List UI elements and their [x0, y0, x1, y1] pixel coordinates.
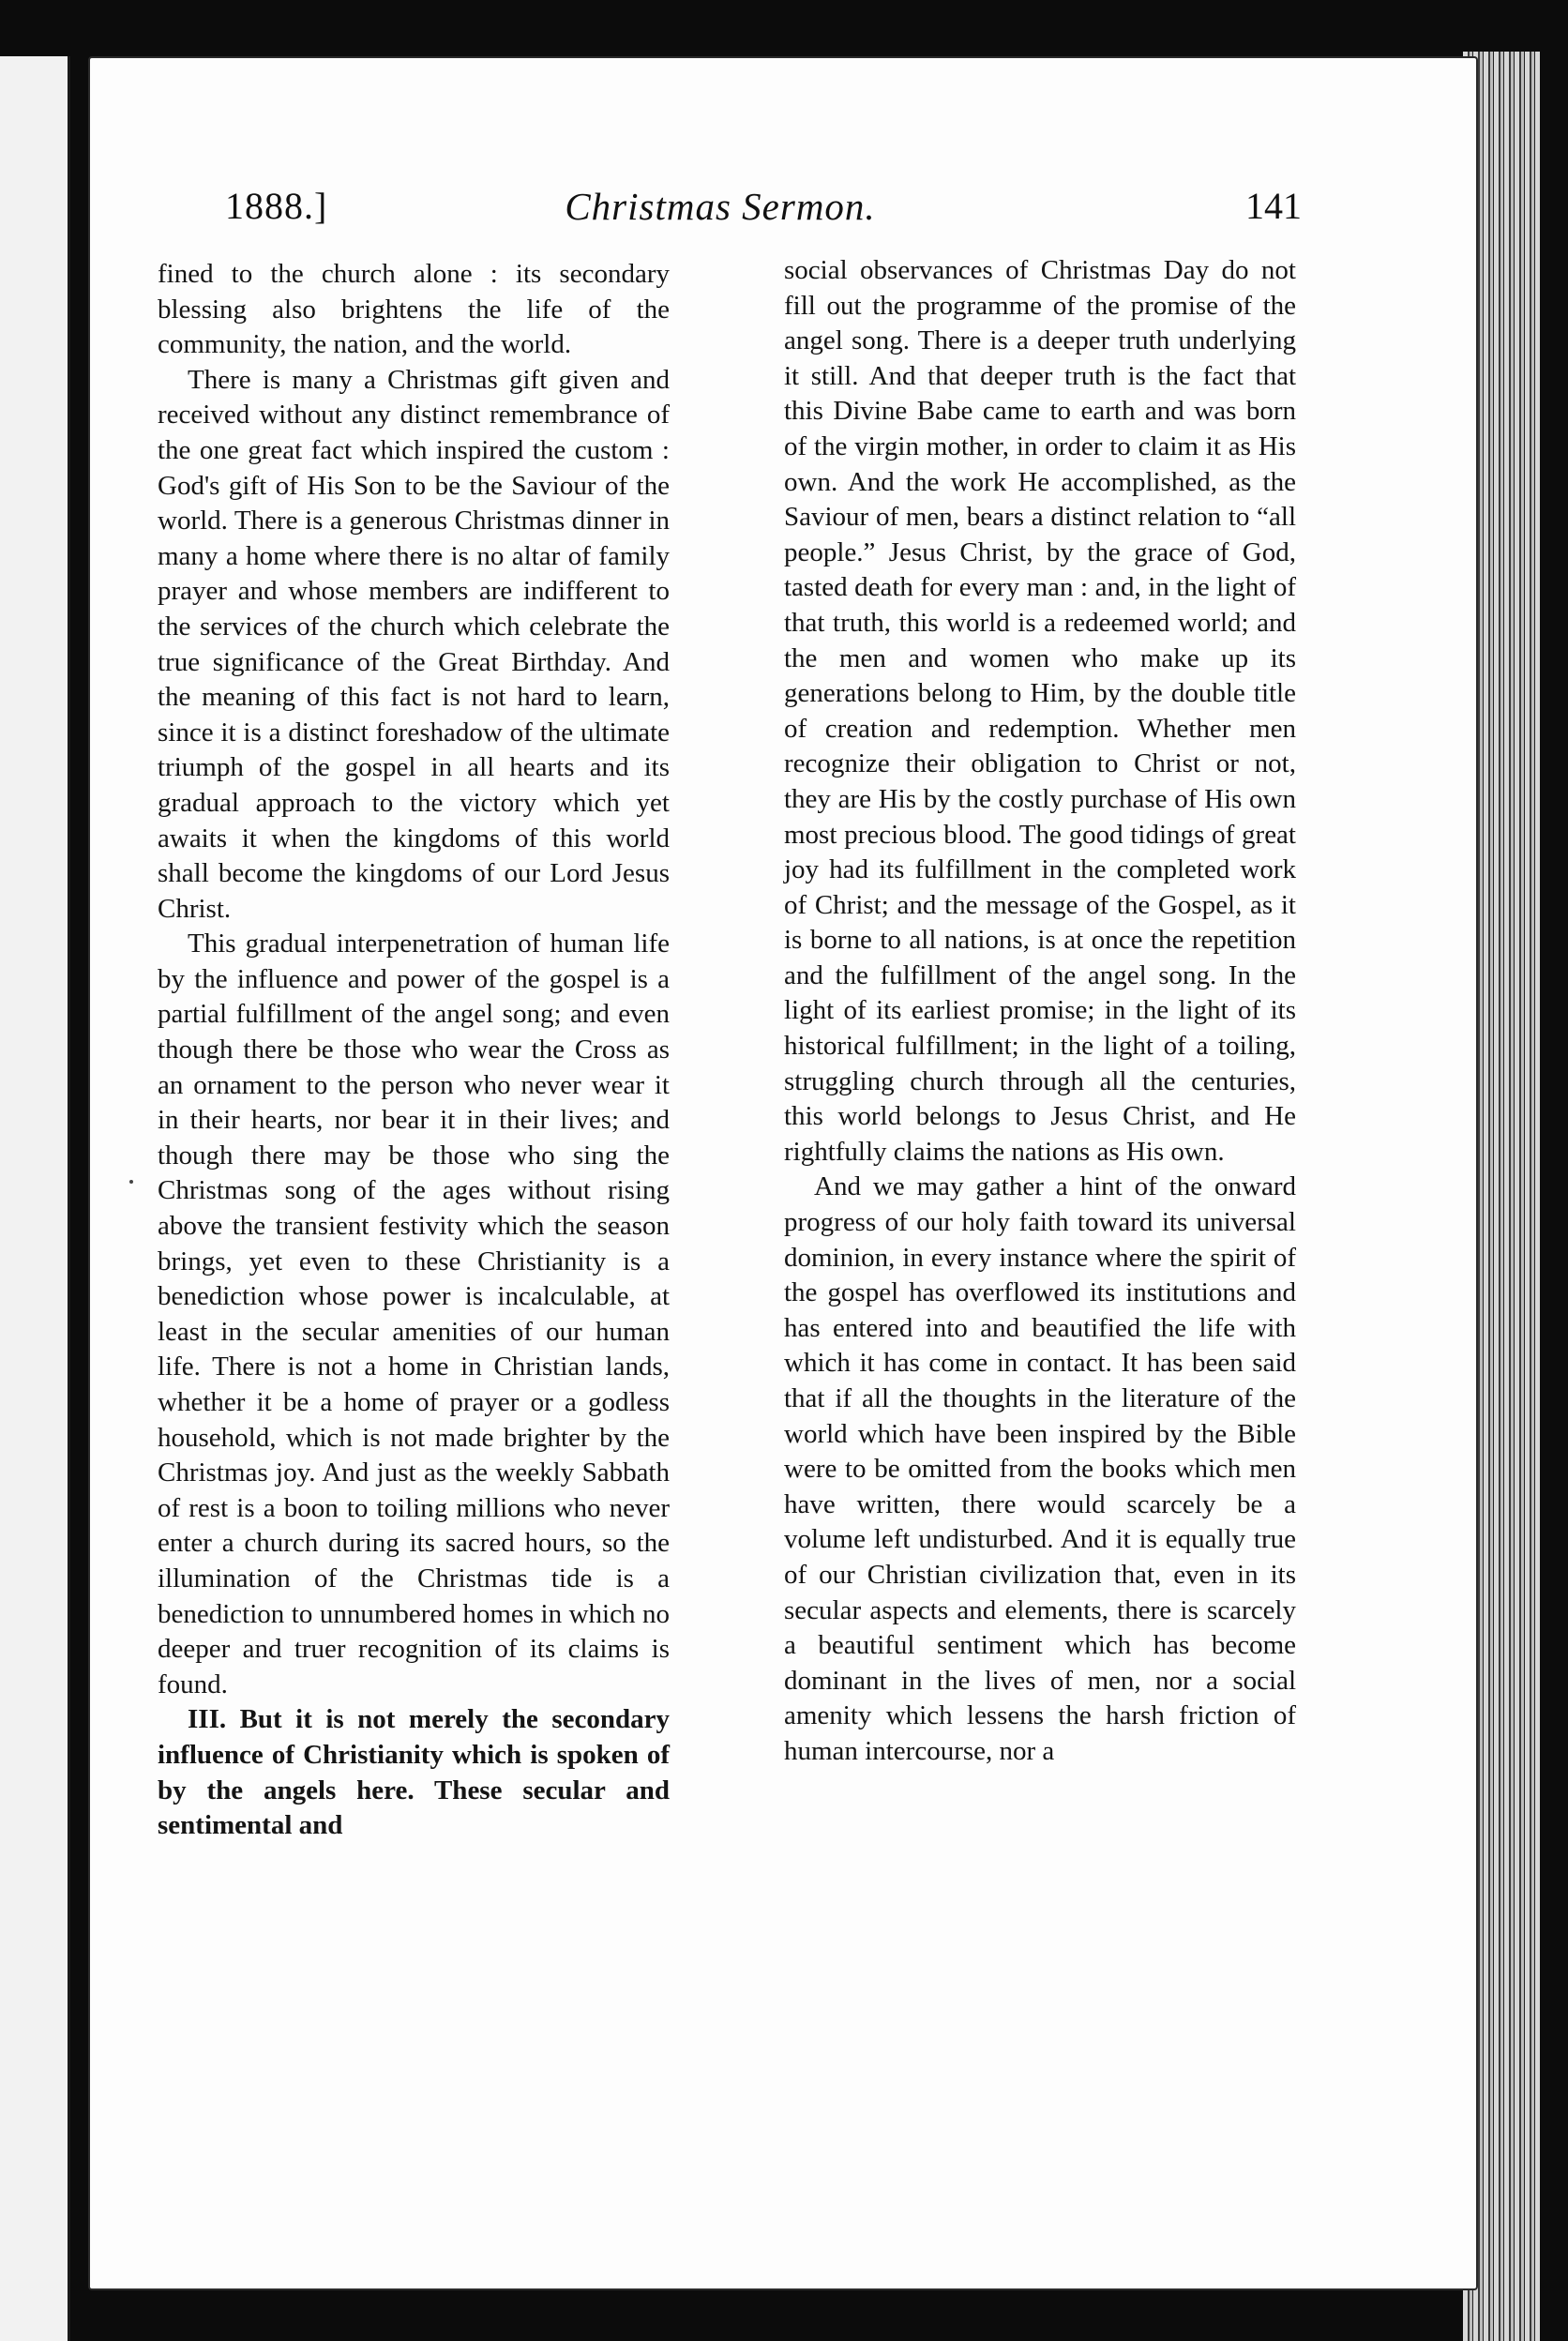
paragraph: This gradual interpenetration of human life by the influence and power of the gospel is a partial fulfillment of the angel song; and even though there be those who wear the Cross as an ornament to the person who never wear it in their hearts, nor bear it in their lives; and though there may be those who sing the Christmas song of the ages without rising above the transient festivity which the season brings, yet even to these Christianity is a benediction whose power is incalculable, at least in the secular amenities of our human life. There is not a home in Christian lands, whether it be a home of prayer or a godless household, which is not made brighter by the Christmas joy. And just as the weekly Sabbath of rest is a boon to toiling millions who never enter a church during its sacred hours, so the illumination of the Christmas tide is a benediction to unnumbered homes in which no deeper and truer recognition of its claims is found. [158, 929, 670, 1699]
stacked-page-edges [1463, 52, 1568, 2341]
left-text-column [158, 257, 670, 1844]
paragraph: social observances of Christmas Day do not fill out the programme of the promise of the angel song. There is a deeper truth underlying it still. And that deeper truth is the fact that this Divine Babe came to earth and was born of the virgin mother, in order to claim it as His own. And the work He accomplished, as the Saviour of men, bears a distinct relation to “all people.” Jesus Christ, by the grace of God, tasted death for every man : and, in the light of that truth, this world is a redeemed world; and the men and women who make up its generations belong to Him, by the double title of creation and redemption. Whether men recognize their obligation to Christ or not, they are His by the costly purchase of His own most precious blood. The good tidings of great joy had its fulfillment in the completed work of Christ; and the message of the Gospel, as it is borne to all nations, is at once the repetition and the fulfillment of the angel song. In the light of its earliest promise; in the light of its historical fulfillment; in the light of a toiling, struggling church through all the centuries, this world belongs to Jesus Christ, and He rightfully claims the nations as His own. [784, 255, 1296, 1167]
right-text-column [784, 253, 1296, 1770]
running-head-title: Christmas Sermon. [565, 185, 876, 228]
facing-page-edge [0, 56, 70, 2341]
paragraph: There is many a Christmas gift given and received without any distinct remembrance of the one great fact which inspired the custom : God's gift of His Son to be the Saviour of the world. There is a generous Christmas dinner in many a home where there is no altar of family prayer and whose members are indifferent to the services of the church which celebrate the true significance of the Great Birthday. And the meaning of this fact is not hard to learn, since it is a distinct foreshadow of the ultimate triumph of the gospel in all hearts and its gradual approach to the victory which yet awaits it when the kingdoms of this world shall become the kingdoms of our Lord Jesus Christ. [158, 364, 670, 924]
paragraph: And we may gather a hint of the onward progress of our holy faith toward its universal dominion, in every instance where the spirit of the gospel has overflowed its institutions and has entered into and beautified the life with which it has come in contact. It has been said that if all the thoughts in the literature of the world which have been inspired by the Bible were to be omitted from the books which men have written, there would scarcely be a volume left undisturbed. And it is equally true of our Christian civilization that, even in its secular aspects and elements, there is scarcely a beautiful sentiment which has become dominant in the lives of men, nor a social amenity which lessens the harsh friction of human intercourse, nor a [784, 1171, 1296, 1766]
paragraph: fined to the church alone : its secondary blessing also brightens the life of the community, the nation, and the world. [158, 259, 670, 360]
running-head [139, 184, 1302, 240]
page-number: 141 [1245, 185, 1302, 227]
running-head-year: 1888.] [225, 185, 328, 227]
scan-speck [129, 1180, 133, 1184]
section-three-paragraph: III. But it is not merely the secondary influence of Christianity which is spoken of by the angels here. These secular and sentimental and [158, 1704, 670, 1841]
